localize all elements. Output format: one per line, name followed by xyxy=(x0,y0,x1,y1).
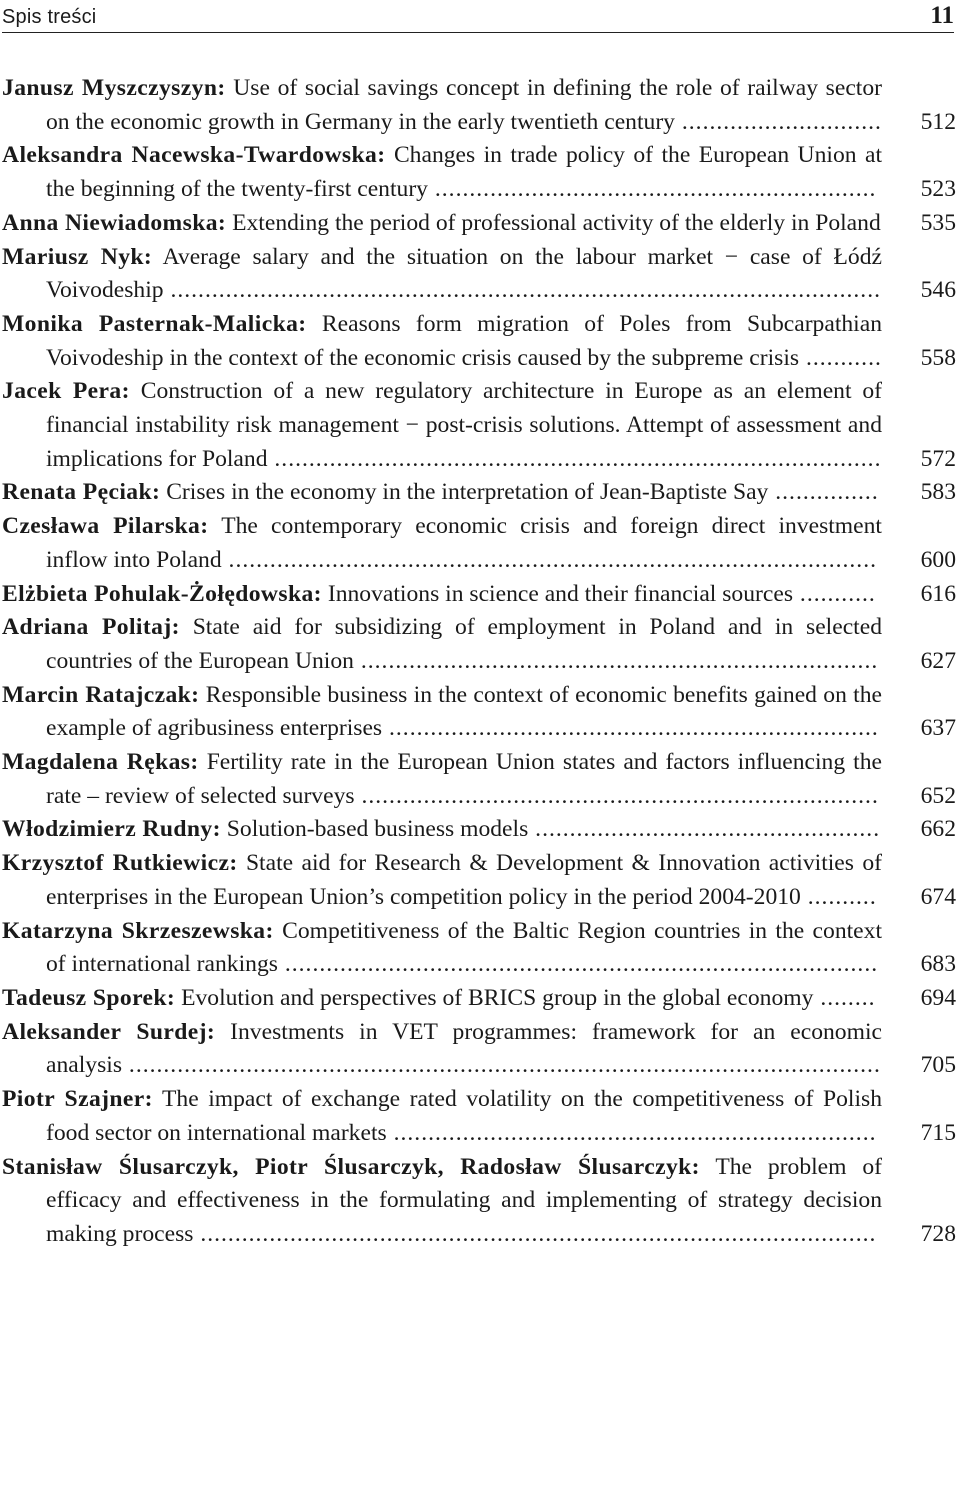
toc-entry xyxy=(2,139,956,206)
toc-entry-text xyxy=(2,476,882,510)
toc-entry-author: Jacek Pera: xyxy=(2,378,130,405)
toc-entry-author: Renata Pęciak: xyxy=(2,479,161,506)
toc-entry-title: The problem of efficacy and effectiveness in the formulating and implementing of strategy decision making process xyxy=(46,1153,882,1247)
toc-entry xyxy=(2,1016,956,1083)
toc-entry-title: Evolution and perspectives of BRICS group in the global economy xyxy=(181,984,814,1011)
toc-entry xyxy=(2,1083,956,1150)
dot-leader: .......... xyxy=(800,883,877,910)
toc-entry-page: 674 xyxy=(920,883,956,910)
toc-entry-author: Tadeusz Sporek: xyxy=(2,984,176,1011)
dot-leader: ........ xyxy=(813,984,876,1011)
toc-entry-page: 523 xyxy=(920,176,956,203)
toc-entry xyxy=(2,982,956,1016)
toc-entry-page: 652 xyxy=(920,782,956,809)
toc-entry-page: 583 xyxy=(920,479,956,506)
toc-entry xyxy=(2,611,956,678)
toc-entry-text xyxy=(2,375,882,476)
toc-entry-page: 535 xyxy=(920,209,956,236)
dot-leader: ....................................................................... xyxy=(382,715,879,742)
toc-entry-text xyxy=(2,1083,882,1150)
toc-entry xyxy=(2,241,956,308)
toc-entry xyxy=(2,578,956,612)
toc-entry-author: Włodzimierz Rudny: xyxy=(2,816,221,843)
toc-entry-title: The contemporary economic crisis and foreign direct investment inflow into Poland xyxy=(46,513,882,573)
toc-entry-author: Elżbieta Pohulak-Żołędowska: xyxy=(2,580,322,607)
dot-leader: ........... xyxy=(793,580,876,607)
toc-entry-text xyxy=(2,139,882,206)
dot-leader: ............................. xyxy=(674,108,882,135)
toc-entry xyxy=(2,679,956,746)
toc-entry-text xyxy=(2,746,882,813)
toc-entry-page: 627 xyxy=(920,647,956,674)
toc-entry-page: 600 xyxy=(920,546,956,573)
toc-entry-title: Use of social savings concept in defining the role of railway sector on the economic growth in Germany in the early twentieth century xyxy=(46,75,882,135)
toc-entry-text xyxy=(2,510,882,577)
toc-entry-text xyxy=(2,241,882,308)
toc-entry-author: Aleksander Surdej: xyxy=(2,1018,216,1045)
dot-leader: .............................................................................................. xyxy=(221,546,877,573)
toc-entry-author: Stanisław Ślusarczyk, Piotr Ślusarczyk, Radosław Ślusarczyk: xyxy=(2,1153,700,1180)
toc-entry-title: Solution-based business models xyxy=(226,816,529,843)
dot-leader: .................................................................................................. xyxy=(193,1220,877,1247)
toc-entry-title: Extending the period of professional activity of the elderly in Poland xyxy=(232,209,881,236)
toc-entry-text xyxy=(2,1016,882,1083)
toc-entry xyxy=(2,375,956,476)
toc-entry-title: State aid for Research & Development & Innovation activities of enterprises in the European Union’s competition policy in the period 2004-2010 xyxy=(46,850,882,910)
toc-entry-title: Reasons form migration of Poles from Subcarpathian Voivodeship in the context of the economic crisis caused by the subpreme crisis xyxy=(46,310,882,371)
toc-entry-text xyxy=(2,308,882,375)
toc-entry xyxy=(2,72,956,139)
toc-entry-text xyxy=(2,72,882,139)
toc-entry xyxy=(2,847,956,914)
toc-entry-page: 728 xyxy=(920,1220,956,1247)
dot-leader: ........... xyxy=(799,344,882,371)
toc-entry-author: Katarzyna Skrzeszewska: xyxy=(2,917,274,944)
toc-entry xyxy=(2,207,956,241)
table-of-contents xyxy=(2,72,956,1252)
toc-entry-author: Janusz Myszczyszyn: xyxy=(2,75,226,101)
toc-entry-text xyxy=(2,1151,882,1252)
toc-entry-title: Changes in trade policy of the European Union at the beginning of the twenty-first century xyxy=(46,142,882,203)
toc-entry-page: 637 xyxy=(920,715,956,742)
dot-leader: ........................................................................... xyxy=(354,782,879,809)
toc-entry-author: Piotr Szajner: xyxy=(2,1086,153,1113)
toc-entry-text xyxy=(2,847,882,914)
toc-entry-author: Anna Niewiadomska: xyxy=(2,209,227,236)
toc-entry-title: Crises in the economy in the interpretation of Jean-Baptiste Say xyxy=(166,479,769,506)
running-header xyxy=(2,2,954,33)
toc-entry-page: 546 xyxy=(920,277,956,304)
toc-entry xyxy=(2,746,956,813)
toc-entry-text xyxy=(2,207,882,241)
toc-entry-title: The impact of exchange rated volatility on the competitiveness of Polish food sector on international markets xyxy=(46,1086,882,1146)
toc-entry-text xyxy=(2,578,882,612)
toc-entry-author: Czesława Pilarska: xyxy=(2,513,209,540)
dot-leader: ................................................................ xyxy=(427,176,877,203)
toc-entry-author: Marcin Ratajczak: xyxy=(2,681,200,708)
dot-leader: ....................................................................................................... xyxy=(163,277,881,304)
toc-entry xyxy=(2,1151,956,1252)
toc-entry-title: Construction of a new regulatory architecture in Europe as an element of financial instability risk management − post-crisis solutions. Attempt of assessment and implications for Poland xyxy=(46,378,882,472)
dot-leader: ...................................................................... xyxy=(386,1119,877,1146)
dot-leader: ............... xyxy=(768,479,879,506)
toc-entry-page: 616 xyxy=(920,580,956,607)
dot-leader: ...................................................................................... xyxy=(277,951,879,978)
toc-entry-author: Monika Pasternak-Malicka: xyxy=(2,310,307,337)
toc-entry-title: Responsible business in the context of economic benefits gained on the example of agribusiness enterprises xyxy=(46,681,882,742)
toc-entry-text xyxy=(2,982,882,1016)
toc-entry xyxy=(2,813,956,847)
toc-entry-author: Mariusz Nyk: xyxy=(2,243,153,270)
toc-entry-page: 715 xyxy=(920,1119,956,1146)
toc-entry-page: 512 xyxy=(920,108,956,135)
toc-entry-text xyxy=(2,679,882,746)
toc-entry-author: Adriana Politaj: xyxy=(2,614,180,641)
dot-leader: ........................................................................... xyxy=(353,647,879,674)
toc-entry-title: Average salary and the situation on the labour market − case of Łódź Voivodeship xyxy=(46,243,882,304)
toc-entry xyxy=(2,510,956,577)
toc-entry-page: 683 xyxy=(920,951,956,978)
page-number: 11 xyxy=(930,2,954,29)
dot-leader: ........................................................................................ xyxy=(267,445,882,472)
toc-entry-page: 662 xyxy=(920,816,956,843)
toc-entry-text xyxy=(2,611,882,678)
toc-entry-title: Competitiveness of the Baltic Region countries in the context of international rankings xyxy=(46,917,883,978)
toc-entry-title: Fertility rate in the European Union states and factors influencing the rate – review of selected surveys xyxy=(46,749,882,809)
toc-entry-text xyxy=(2,813,882,847)
toc-entry-title: Innovations in science and their financial sources xyxy=(327,580,794,607)
running-header-title: Spis treści xyxy=(2,6,97,28)
toc-entry-author: Krzysztof Rutkiewicz: xyxy=(2,850,238,877)
toc-entry-author: Aleksandra Nacewska-Twardowska: xyxy=(2,142,386,169)
dot-leader: .................................................. xyxy=(528,816,881,843)
toc-entry-text xyxy=(2,915,882,982)
toc-entry-page: 694 xyxy=(920,984,956,1011)
toc-entry-page: 558 xyxy=(920,344,956,371)
toc-entry-title: State aid for subsidizing of employment in Poland and in selected countries of the European Union xyxy=(46,614,882,674)
toc-entry xyxy=(2,915,956,982)
toc-entry-page: 705 xyxy=(920,1052,956,1079)
dot-leader: ............................................................................................................. xyxy=(122,1052,881,1079)
toc-entry xyxy=(2,476,956,510)
toc-entry-page: 572 xyxy=(920,445,956,472)
toc-entry xyxy=(2,308,956,375)
toc-entry-title: Investments in VET programmes: framework for an economic analysis xyxy=(46,1018,882,1079)
toc-entry-author: Magdalena Rękas: xyxy=(2,749,199,776)
